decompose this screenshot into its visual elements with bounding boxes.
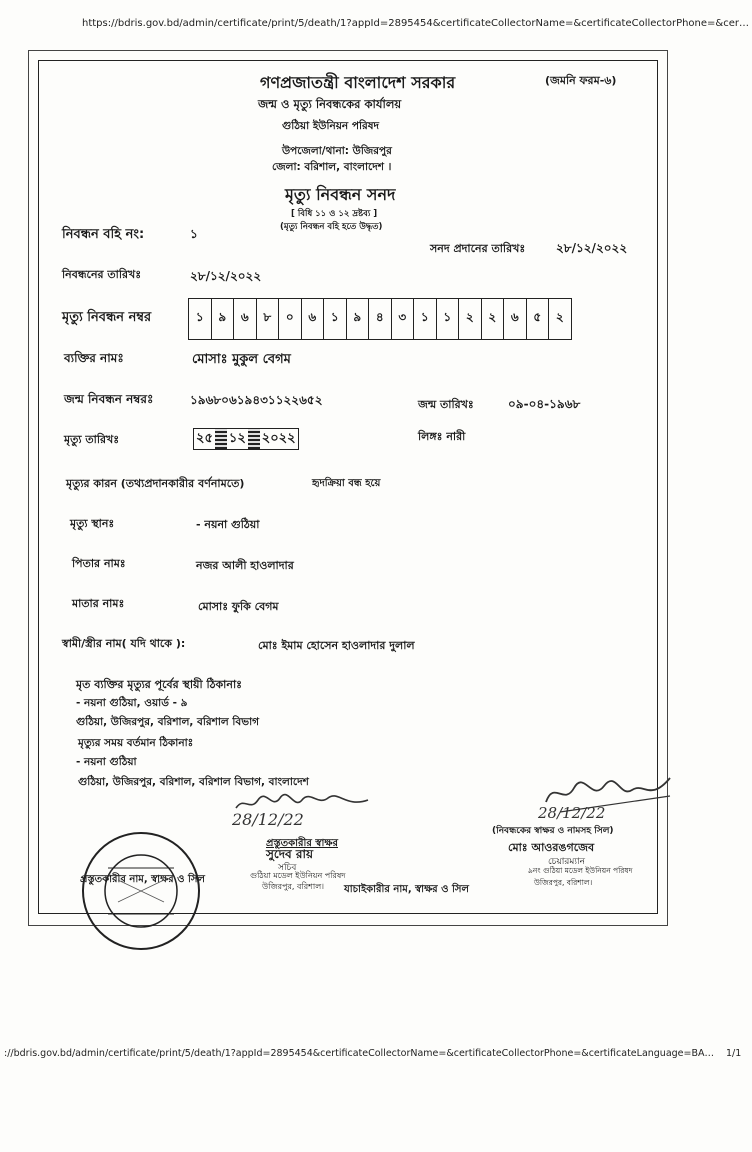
union-seal-stamp bbox=[78, 828, 204, 954]
left-signer-role: সচিব bbox=[278, 863, 297, 873]
person-name-value: মোসাঃ মুকুল বেগম bbox=[192, 352, 291, 367]
right-signature-date: 28/12/22 bbox=[538, 804, 606, 822]
reg-digit: ২ bbox=[482, 299, 505, 339]
upazila: উপজেলা/থানা: উজিরপুর bbox=[282, 145, 392, 157]
death-place-label: মৃত্যু স্থানঃ bbox=[70, 517, 115, 530]
cause-label: মৃত্যুর কারন (তথ্যপ্রদানকারীর বর্ণনামতে) bbox=[66, 477, 245, 490]
birth-date-label: জন্ম তারিখঃ bbox=[418, 398, 474, 411]
registration-date-value: ২৮/১২/২০২২ bbox=[190, 269, 262, 283]
registrar-name: মোঃ আওরঙগজেব bbox=[508, 841, 595, 854]
form-number: (জমনি ফরম-৬) bbox=[545, 74, 617, 87]
registration-date-label: নিবন্ধনের তারিখঃ bbox=[62, 268, 142, 281]
death-date-boxes bbox=[193, 428, 299, 450]
reg-digit: ১ bbox=[437, 299, 460, 339]
mother-value: মোসাঃ ফুকি বেগম bbox=[198, 600, 279, 613]
registrar-role: চেয়ারম্যান bbox=[548, 857, 585, 867]
register-book-label: নিবন্ধন বহি নং: bbox=[62, 227, 145, 242]
reg-digit: ২ bbox=[555, 310, 564, 324]
birth-registration-label: জন্ম নিবন্ধন নম্বরঃ bbox=[64, 392, 154, 406]
reg-digit: ১ bbox=[324, 299, 347, 339]
registrar-place: উজিরপুর, বরিশাল। bbox=[534, 878, 593, 887]
issue-date-value: ২৮/১২/২০২২ bbox=[556, 241, 628, 255]
left-signer-name: সুদেব রায় bbox=[266, 847, 314, 861]
death-date-label: মৃত্যু তারিখঃ bbox=[64, 433, 120, 446]
present-address-label: মৃত্যুর সময় বর্তমান ঠিকানাঃ bbox=[78, 737, 194, 749]
page-number: 1/1 bbox=[726, 1048, 742, 1059]
death-day: ২৫ bbox=[196, 430, 213, 446]
register-book-value: ১ bbox=[190, 227, 198, 241]
verifier-label: যাচাইকারীর নাম, স্বাক্ষর ও সিল bbox=[344, 884, 469, 895]
registrar-label: (নিবন্ধকের স্বাক্ষর ও নামসহ সিল) bbox=[492, 826, 614, 836]
government-title: গণপ্রজাতন্ত্রী বাংলাদেশ সরকার bbox=[260, 73, 456, 92]
mother-label: মাতার নামঃ bbox=[72, 597, 125, 610]
district: জেলা: বরিশাল, বাংলাদেশ । bbox=[272, 161, 392, 173]
reg-digit: ৯ bbox=[347, 299, 370, 339]
left-signer-office: গুঠিয়া মডেল ইউনিয়ন পরিষদ bbox=[250, 871, 346, 880]
union-name: গুঠিয়া ইউনিয়ন পরিষদ bbox=[282, 120, 380, 132]
prepared-label: প্রস্তুতকারীর নাম, স্বাক্ষর ও সিল bbox=[80, 874, 205, 885]
reg-digit: ৮ bbox=[257, 299, 280, 339]
present-address-line2: গুঠিয়া, উজিরপুর, বরিশাল, বরিশাল বিভাগ, বাংলাদেশ bbox=[78, 776, 309, 788]
extract-note: (মৃত্যু নিবন্ধন বহি হতে উদ্ধৃত) bbox=[280, 222, 383, 232]
office-name: জন্ম ও মৃত্যু নিবন্ধকের কার্যালয় bbox=[258, 97, 402, 111]
reg-digit: ৩ bbox=[392, 299, 415, 339]
permanent-address-line1: - নয়না গুঠিয়া, ওয়ার্ড - ৯ bbox=[76, 697, 188, 709]
reg-digit: ৪ bbox=[369, 299, 392, 339]
prepared-by-label: প্রস্তুতকারীর স্বাক্ষর bbox=[266, 838, 338, 849]
left-signature-date: 28/12/22 bbox=[232, 810, 304, 829]
registration-number-boxes bbox=[188, 298, 572, 340]
permanent-address-line2: গুঠিয়া, উজিরপুর, বরিশাল, বরিশাল বিভাগ bbox=[76, 716, 260, 728]
father-label: পিতার নামঃ bbox=[72, 557, 126, 570]
birth-registration-value: ১৯৬৮০৬১৯৪৩১১২২৬৫২ bbox=[190, 393, 323, 407]
reg-digit: ৬ bbox=[234, 299, 257, 339]
permanent-address-label: মৃত ব্যক্তির মৃত্যুর পূর্বের স্থায়ী ঠিকানাঃ bbox=[76, 678, 242, 691]
browser-url-footer: ://bdris.gov.bd/admin/certificate/print/5/death/1?appId=2895454&certificateCollectorName=&certificateCollectorPhone=&certificateLanguage=BA… bbox=[4, 1048, 715, 1059]
father-value: নজর আলী হাওলাদার bbox=[196, 559, 294, 572]
death-place-value: - নয়না গুঠিয়া bbox=[196, 518, 260, 531]
left-signer-place: উজিরপুর, বরিশাল। bbox=[262, 882, 325, 891]
reg-digit: ২ bbox=[459, 299, 482, 339]
birth-date-value: ০৯-০৪-১৯৬৮ bbox=[508, 397, 581, 411]
registrar-office: ৯নং গুঠিয়া মডেল ইউনিয়ন পরিষদ bbox=[528, 866, 633, 875]
death-year: ২০২২ bbox=[261, 430, 296, 446]
reg-digit: ৬ bbox=[302, 299, 325, 339]
reg-digit: ১ bbox=[414, 299, 437, 339]
reg-digit: ৯ bbox=[212, 299, 235, 339]
issue-date-label: সনদ প্রদানের তারিখঃ bbox=[430, 242, 526, 255]
date-separator bbox=[248, 429, 260, 449]
registration-number-label: মৃত্যু নিবন্ধন নম্বর bbox=[62, 310, 152, 325]
reg-digit: ৬ bbox=[504, 299, 527, 339]
gender: লিঙ্গঃ নারী bbox=[418, 430, 466, 443]
rule-reference: [ বিধি ১১ ও ১২ দ্রষ্টব্য ] bbox=[291, 209, 378, 219]
reg-digit: ০ bbox=[279, 299, 302, 339]
death-month: ১২ bbox=[228, 430, 246, 446]
cause-value: হৃদক্রিয়া বন্ধ হয়ে bbox=[312, 478, 381, 489]
spouse-label: স্বামী/স্ত্রীর নাম( যদি থাকে ): bbox=[62, 637, 186, 650]
reg-digit: ১ bbox=[189, 299, 212, 339]
spouse-value: মোঃ ইমাম হোসেন হাওলাদার দুলাল bbox=[258, 639, 415, 652]
certificate-title: মৃত্যু নিবন্ধন সনদ bbox=[285, 185, 396, 204]
date-separator bbox=[215, 429, 227, 449]
reg-digit: ৫ bbox=[527, 299, 550, 339]
person-name-label: ব্যক্তির নামঃ bbox=[64, 351, 124, 365]
browser-url-header: https://bdris.gov.bd/admin/certificate/print/5/death/1?appId=2895454&certificateCollectorName=&certificateCollectorPhone=&cer… bbox=[82, 18, 749, 29]
present-address-line1: - নয়না গুঠিয়া bbox=[76, 756, 137, 768]
